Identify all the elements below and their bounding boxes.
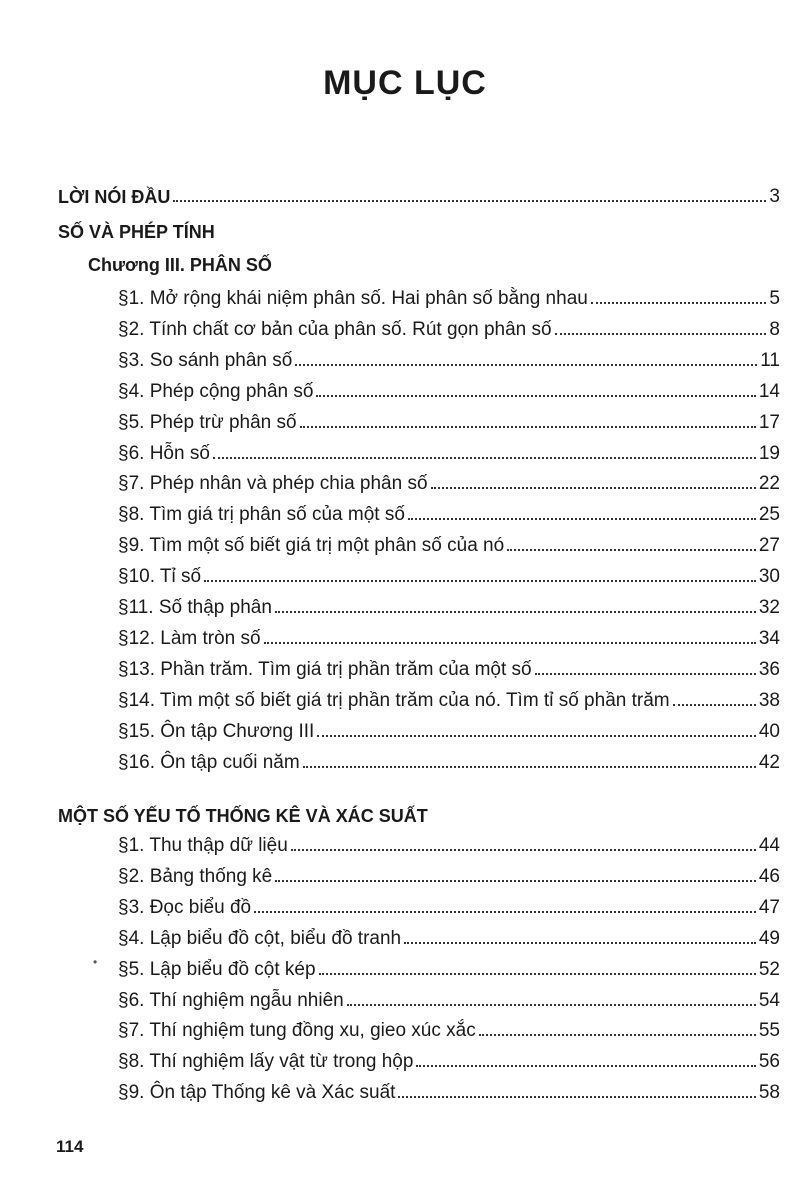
dot-leader (275, 880, 756, 882)
dot-leader (291, 849, 756, 851)
toc-entry-label: §8. Tìm giá trị phân số của một số (118, 504, 405, 526)
toc-entry-label: §14. Tìm một số biết giá trị phần trăm của nó. Tìm tỉ số phần trăm (118, 689, 670, 711)
toc-entry-label: §9. Ôn tập Thống kê và Xác suất (118, 1082, 396, 1104)
part-heading (58, 213, 218, 241)
toc-entry-page: 32 (758, 597, 780, 618)
dot-leader (673, 704, 756, 706)
toc-entry-label: §11. Số thập phân (118, 597, 272, 618)
toc-entry-page: 49 (758, 927, 780, 949)
dot-leader (295, 364, 757, 366)
toc-entry[interactable] (118, 558, 780, 586)
toc-entry-page: 40 (758, 720, 780, 742)
part-heading-text: MỘT SỐ YẾU TỐ THỐNG KÊ VÀ XÁC SUẤT (58, 806, 428, 826)
toc-entry[interactable] (118, 744, 780, 772)
dot-leader (347, 1004, 756, 1006)
toc-entry-page: 25 (758, 504, 780, 526)
dot-leader (319, 973, 756, 975)
toc-entry-page: 58 (758, 1082, 780, 1104)
toc-entry-label: §12. Làm tròn số (118, 627, 261, 649)
dot-leader (416, 1065, 755, 1067)
toc-entry-label: §4. Lập biểu đồ cột, biểu đồ tranh (118, 927, 402, 949)
toc-entry-page: 52 (758, 958, 780, 980)
toc-entry-label: §10. Tỉ số (118, 566, 202, 588)
toc-entry-label: §5. Lập biểu đồ cột kép (118, 958, 316, 980)
toc-entry[interactable] (118, 496, 780, 524)
toc-entry-label: §9. Tìm một số biết giá trị một phân số của nó (118, 535, 505, 557)
toc-entry[interactable] (118, 465, 780, 493)
toc-entry[interactable] (118, 682, 780, 710)
toc-entry-page: 27 (758, 535, 780, 557)
toc-entry-page: 46 (758, 865, 780, 887)
dot-leader (275, 611, 756, 613)
toc-entry-page: 42 (758, 751, 780, 773)
page-number: 114 (56, 1137, 84, 1156)
toc-entry-page: 36 (758, 658, 780, 680)
toc-entry-page: 14 (758, 380, 780, 402)
toc-entry[interactable] (118, 589, 780, 617)
toc-entry[interactable] (118, 527, 780, 555)
toc-entry-page: 19 (758, 442, 780, 464)
toc-entry[interactable] (118, 889, 780, 917)
dot-leader (408, 518, 756, 520)
toc-entry[interactable] (118, 713, 780, 741)
toc-entry-label: §7. Phép nhân và phép chia phân số (118, 473, 428, 495)
chapter-heading (88, 246, 275, 274)
page-title: MỤC LỤC (323, 64, 487, 102)
toc-entry-label: §13. Phần trăm. Tìm giá trị phần trăm của một số (118, 658, 532, 680)
part-heading (58, 797, 431, 825)
toc-entry[interactable] (118, 435, 780, 463)
toc-entry[interactable] (118, 1012, 780, 1040)
toc-entry-label: §4. Phép cộng phân số (118, 380, 314, 402)
toc-entry-page: 34 (758, 627, 780, 649)
toc-entry-label: §16. Ôn tập cuối năm (118, 751, 300, 773)
toc-entry-label: §6. Thí nghiệm ngẫu nhiên (118, 989, 344, 1011)
dot-leader (591, 302, 767, 304)
dot-leader (431, 487, 756, 489)
toc-entry-label: §3. Đọc biểu đồ (118, 896, 252, 918)
dot-leader (204, 580, 756, 582)
dot-leader (264, 642, 756, 644)
toc-entry-page: 11 (760, 349, 780, 371)
toc-entry-label: LỜI NÓI ĐẦU (58, 187, 171, 207)
toc-entry-label: §1. Mở rộng khái niệm phân số. Hai phân số bằng nhau (118, 288, 588, 309)
toc-entry-page: 55 (758, 1020, 780, 1042)
dot-leader (316, 395, 755, 397)
print-speck: • (93, 955, 98, 969)
dot-leader (300, 426, 756, 428)
toc-entry-page: 30 (758, 566, 780, 588)
dot-leader (303, 766, 756, 768)
dot-leader (254, 911, 756, 913)
toc-entry[interactable] (118, 982, 780, 1010)
toc-entry-label: §15. Ôn tập Chương III (118, 720, 315, 742)
toc-entry-label: §2. Tính chất cơ bản của phân số. Rút gọn phân số (118, 318, 552, 340)
toc-entry-label: §6. Hỗn số (118, 442, 210, 464)
toc-entry[interactable] (118, 951, 780, 979)
dot-leader (479, 1034, 756, 1036)
toc-entry-label: §2. Bảng thống kê (118, 865, 273, 887)
toc-entry[interactable] (118, 920, 780, 948)
toc-entry-label: §7. Thí nghiệm tung đồng xu, gieo xúc xắc (118, 1020, 476, 1042)
toc-entry-page: 8 (769, 318, 780, 340)
chapter-heading-text: Chương III. PHÂN SỐ (88, 255, 272, 275)
toc-entry-page: 17 (758, 411, 780, 433)
toc-entry[interactable] (118, 404, 780, 432)
dot-leader (213, 457, 756, 459)
toc-entry[interactable] (118, 280, 780, 308)
dot-leader (555, 333, 767, 335)
toc-entry[interactable] (118, 342, 780, 370)
toc-entry[interactable] (118, 373, 780, 401)
toc-entry-page: 3 (769, 186, 780, 207)
toc-entry-page: 38 (758, 689, 780, 711)
dot-leader (404, 942, 756, 944)
toc-entry-label: §3. So sánh phân số (118, 349, 293, 371)
part-heading-text: SỐ VÀ PHÉP TÍNH (58, 222, 215, 242)
toc-entry[interactable] (118, 858, 780, 886)
dot-leader (317, 735, 756, 737)
toc-entry-label: §8. Thí nghiệm lấy vật từ trong hộp (118, 1051, 414, 1073)
toc-entry[interactable] (118, 1043, 780, 1071)
dot-leader (535, 673, 756, 675)
toc-entry[interactable] (118, 620, 780, 648)
toc-entry[interactable] (118, 651, 780, 679)
dot-leader (173, 200, 766, 202)
toc-entry-preface[interactable] (58, 178, 780, 206)
dot-leader (507, 549, 756, 551)
toc-entry-label: §1. Thu thập dữ liệu (118, 835, 288, 856)
toc-entry-page: 47 (758, 896, 780, 918)
toc-entry[interactable] (118, 311, 780, 339)
toc-entry-label: §5. Phép trừ phân số (118, 411, 297, 433)
dot-leader (398, 1096, 755, 1098)
toc-entry[interactable] (118, 1074, 780, 1102)
toc-entry-page: 54 (758, 989, 780, 1011)
toc-entry-page: 56 (758, 1051, 780, 1073)
toc-entry-page: 5 (769, 288, 780, 309)
toc-entry[interactable] (118, 827, 780, 855)
toc-entry-page: 22 (758, 473, 780, 495)
toc-entry-page: 44 (758, 835, 780, 856)
